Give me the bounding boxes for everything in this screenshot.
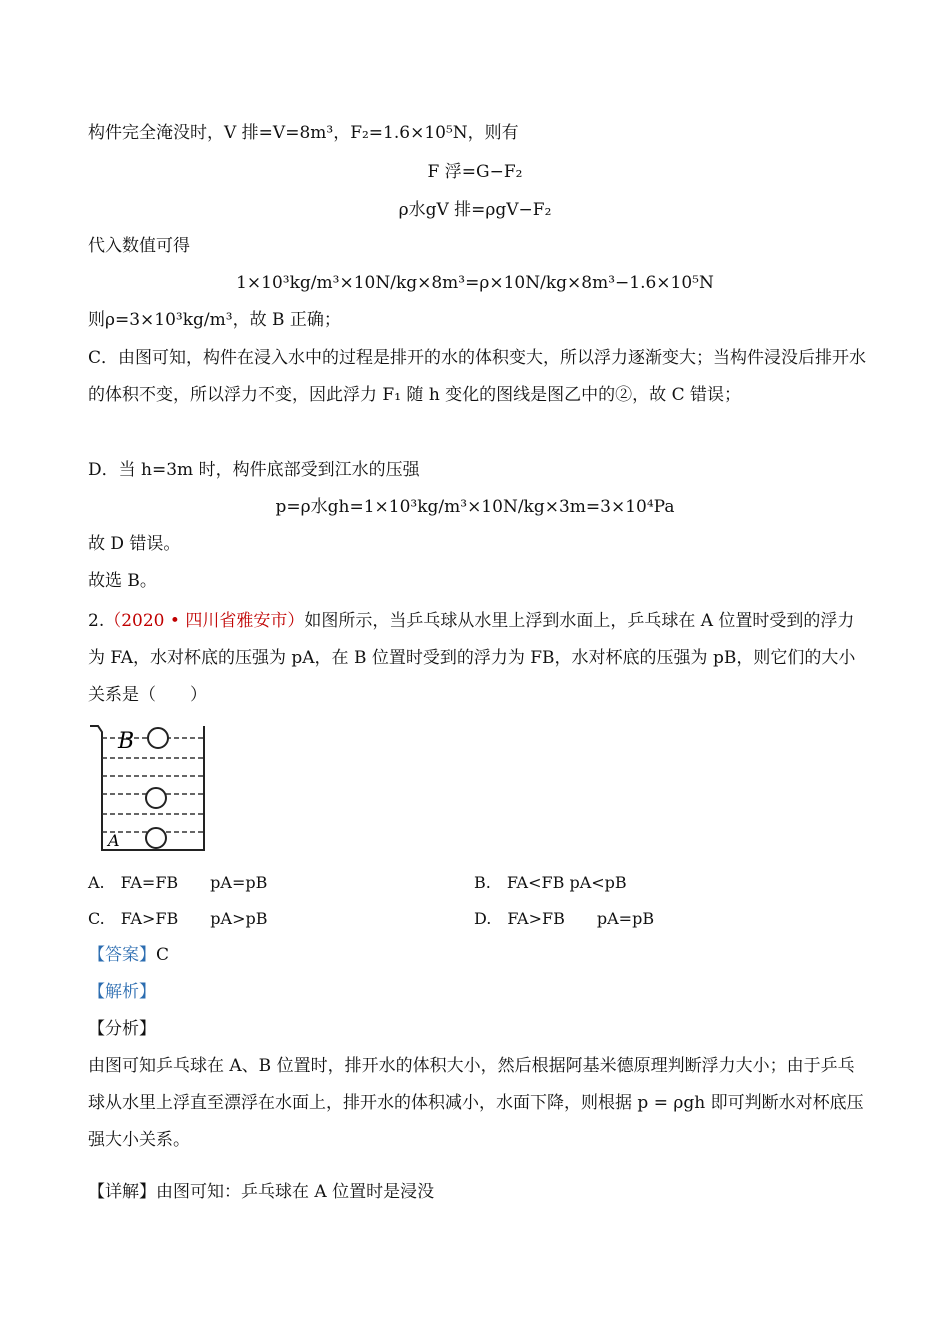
option-c: C. FA>FB pA>pB	[88, 909, 268, 928]
text-line-substitute: 代入数值可得	[88, 236, 190, 256]
option-d: D. FA>FB pA=pB	[474, 909, 655, 928]
text-line-option-d: D．当 h=3m 时，构件底部受到江水的压强	[88, 460, 420, 480]
analysis-tag: 【解析】	[88, 982, 156, 1002]
label-a: A	[108, 831, 120, 850]
detail-line	[88, 1180, 434, 1204]
ball-a	[146, 828, 166, 848]
question-source: （2020 • 四川省雅安市）	[104, 611, 305, 631]
text-line-rho-result: 则ρ=3×10³kg/m³，故 B 正确；	[88, 310, 341, 330]
question-text: 如图所示，当乒乓球从水里上浮到水面上，乒乓球在 A 位置时受到的浮力为 FA，水对杯底的压强为 pA，在 B 位置时受到的浮力为 FB，水对杯底的压强为 pB，则它们的大小关系是（ ）	[88, 611, 856, 705]
text-line-selection: 故选 B。	[88, 571, 157, 591]
answer-tag: 【答案】	[88, 945, 156, 965]
equation-pressure: p=ρ水gh=1×10³kg/m³×10N/kg×3m=3×10⁴Pa	[275, 497, 675, 517]
beaker-figure	[88, 718, 218, 858]
equation-buoyancy: F 浮=G−F₂	[427, 162, 523, 182]
equation-values: 1×10³kg/m³×10N/kg×8m³=ρ×10N/kg×8m³−1.6×10⁵N	[236, 273, 714, 293]
detail-text: 由图可知：乒乓球在 A 位置时是浸没	[156, 1182, 435, 1202]
paragraph-option-c-analysis: C．由图可知，构件在浸入水中的过程是排开的水的体积变大，所以浮力逐渐变大；当构件浸没后排开水的体积不变，所以浮力不变，因此浮力 F₁ 随 h 变化的图线是图乙中的②，故 C 错误；	[88, 348, 867, 405]
beaker-svg	[88, 718, 218, 858]
equation-density: ρ水gV 排=ρgV−F₂	[398, 200, 552, 220]
label-b: B	[118, 729, 135, 754]
detail-tag: 【详解】	[88, 1182, 156, 1202]
option-a: A. FA=FB pA=pB	[88, 873, 268, 892]
text-line-d-conclusion: 故 D 错误。	[88, 534, 181, 554]
question-2	[88, 603, 868, 714]
ball-middle	[146, 788, 166, 808]
option-b: B. FA<FB pA<pB	[474, 873, 627, 892]
answer-line	[88, 943, 169, 967]
analysis-sub-tag: 【分析】	[88, 1019, 156, 1039]
analysis-text: 由图可知乒乓球在 A、B 位置时，排开水的体积大小，然后根据阿基米德原理判断浮力大小；由于乒乓球从水里上浮直至漂浮在水面上，排开水的体积减小，水面下降，则根据 p = ρgh 即可判断水对杯底压强大小关系。	[88, 1056, 864, 1150]
text-line-submerged: 构件完全淹没时，V 排=V=8m³，F₂=1.6×10⁵N，则有	[88, 123, 519, 143]
answer-value: C	[156, 945, 170, 965]
question-number: 2.	[88, 611, 105, 631]
ball-b	[148, 728, 168, 748]
